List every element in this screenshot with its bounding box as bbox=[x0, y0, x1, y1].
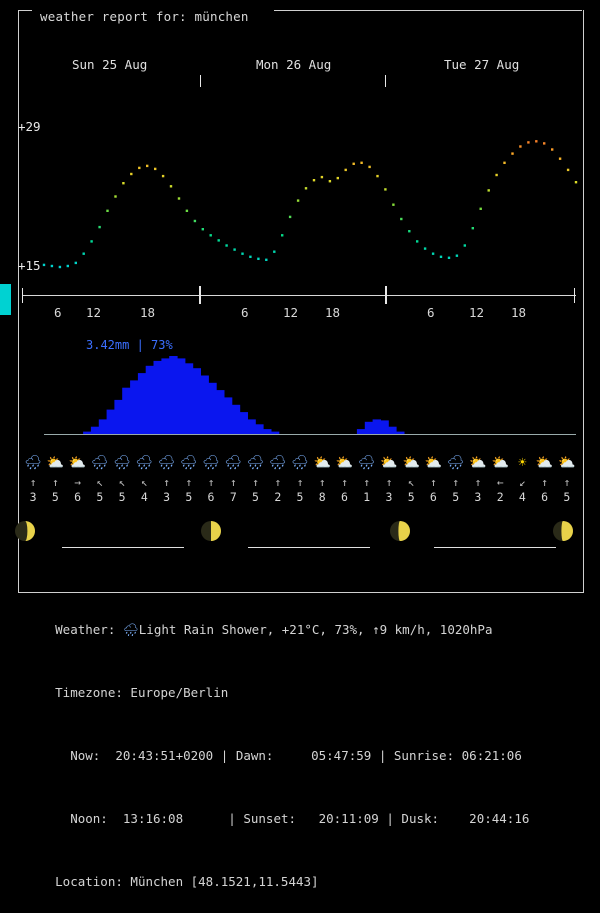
wind-direction-arrow: ↖ bbox=[118, 476, 126, 489]
wind-direction-arrow: ↙ bbox=[519, 476, 526, 489]
hour-tick-4: 12 bbox=[283, 305, 299, 320]
wind-speed-value: 2 bbox=[274, 490, 282, 504]
moon-phase-3 bbox=[552, 520, 574, 542]
wind-speed-value: 1 bbox=[363, 490, 371, 504]
wind-speed-value: 5 bbox=[118, 490, 126, 504]
precipitation-label: 3.42mm | 73% bbox=[86, 338, 173, 352]
temp-min-label: +15 bbox=[18, 258, 41, 273]
hour-tick-8: 18 bbox=[511, 305, 527, 320]
wind-direction-arrow: ↖ bbox=[96, 476, 104, 489]
wind-speed-value: 3 bbox=[385, 490, 393, 504]
partly-cloudy-icon: ⛅ bbox=[335, 455, 354, 471]
partly-cloudy-icon: ⛅ bbox=[380, 455, 398, 471]
partly-cloudy-icon: ⛅ bbox=[469, 455, 487, 471]
footer-noon-line bbox=[10, 787, 594, 850]
rain-icon: 🌧 bbox=[224, 455, 243, 471]
page-title: weather report for: münchen bbox=[40, 9, 249, 24]
wind-speed-row bbox=[22, 490, 578, 504]
footer-now-line bbox=[10, 724, 594, 787]
sun-icon: ☀ bbox=[518, 455, 527, 471]
dawn-value: 05:47:59 bbox=[311, 748, 372, 763]
wind-direction-arrow: ↑ bbox=[363, 476, 370, 489]
rain-icon: 🌧 bbox=[90, 455, 109, 471]
location-label: Location: bbox=[55, 874, 123, 889]
wind-speed-value: 5 bbox=[563, 490, 571, 504]
rain-icon: 🌧 bbox=[268, 455, 287, 471]
day-label-0: Sun 25 Aug bbox=[72, 57, 148, 72]
day-label-2: Tue 27 Aug bbox=[444, 57, 520, 72]
moon-phase-2 bbox=[389, 520, 411, 542]
wind-speed-value: 5 bbox=[185, 490, 193, 504]
partly-cloudy-icon: ⛅ bbox=[491, 455, 509, 471]
hour-tick-6: 6 bbox=[427, 305, 435, 320]
wind-speed-value: 3 bbox=[163, 490, 171, 504]
timezone-label: Timezone: bbox=[55, 685, 123, 700]
footer-timezone-line bbox=[10, 661, 594, 724]
sep-2: | bbox=[378, 748, 387, 763]
wind-direction-arrow: ← bbox=[496, 476, 504, 489]
wind-direction-arrow: ↑ bbox=[541, 476, 548, 489]
wind-direction-arrow: ↑ bbox=[185, 476, 193, 489]
wind-speed-value: 6 bbox=[429, 490, 437, 504]
footer-location-line bbox=[10, 850, 594, 913]
wind-direction-arrow: ↑ bbox=[385, 476, 393, 489]
rain-icon: 🌧 bbox=[135, 455, 154, 471]
wind-direction-row bbox=[22, 476, 578, 490]
wind-speed-value: 8 bbox=[318, 490, 326, 504]
hour-tick-2: 18 bbox=[140, 305, 156, 320]
rain-icon: 🌧 bbox=[179, 455, 198, 471]
rain-icon: 🌧 bbox=[157, 455, 176, 471]
wind-direction-arrow: ↑ bbox=[452, 476, 459, 489]
timezone-value: Europe/Berlin bbox=[130, 685, 229, 700]
rain-icon: 🌧 bbox=[246, 455, 265, 471]
dawn-label: Dawn: bbox=[235, 748, 274, 763]
wind-direction-arrow: ↑ bbox=[229, 476, 237, 489]
wind-direction-arrow: ↑ bbox=[52, 476, 59, 489]
partly-cloudy-icon: ⛅ bbox=[535, 455, 554, 471]
wind-speed-value: 5 bbox=[252, 490, 259, 504]
wind-direction-arrow: ↑ bbox=[252, 476, 259, 489]
hour-tick-5: 18 bbox=[325, 305, 341, 320]
partly-cloudy-icon: ⛅ bbox=[68, 455, 87, 471]
rain-icon: 🌧 bbox=[291, 455, 309, 471]
footer-weather-line bbox=[10, 598, 594, 661]
wind-direction-arrow: ↑ bbox=[207, 476, 215, 489]
wind-speed-value: 4 bbox=[140, 490, 148, 504]
temp-max-label: +29 bbox=[18, 119, 41, 134]
wind-direction-arrow: ↑ bbox=[430, 476, 437, 489]
precipitation-bars bbox=[0, 0, 600, 440]
wind-direction-arrow: ↑ bbox=[563, 476, 571, 489]
hour-tick-0: 6 bbox=[54, 305, 62, 320]
wind-speed-value: 6 bbox=[341, 490, 348, 504]
dusk-value: 20:44:16 bbox=[469, 811, 530, 826]
wind-speed-value: 5 bbox=[96, 490, 104, 504]
wind-direction-arrow: ↖ bbox=[140, 476, 148, 489]
sunset-value: 20:11:09 bbox=[318, 811, 379, 826]
moon-line-1 bbox=[248, 547, 370, 548]
wind-speed-value: 4 bbox=[518, 490, 526, 504]
rain-icon: 🌧 bbox=[357, 455, 376, 471]
rain-cloud-icon: 🌧 bbox=[122, 622, 139, 637]
sunset-label: Sunset: bbox=[243, 811, 297, 826]
wind-speed-value: 7 bbox=[229, 490, 237, 504]
wind-speed-value: 5 bbox=[51, 490, 59, 504]
wind-direction-arrow: ↑ bbox=[163, 476, 170, 489]
wind-speed-value: 6 bbox=[74, 490, 82, 504]
hour-tick-7: 12 bbox=[469, 305, 485, 320]
wind-direction-arrow: ↑ bbox=[474, 476, 482, 489]
wind-direction-arrow: ↑ bbox=[318, 476, 326, 489]
wind-speed-value: 5 bbox=[296, 490, 304, 504]
hour-tick-1: 12 bbox=[86, 305, 102, 320]
sep-1: | bbox=[220, 748, 229, 763]
rain-icon: 🌧 bbox=[24, 455, 42, 471]
moon-line-2 bbox=[434, 547, 556, 548]
wind-speed-value: 3 bbox=[474, 490, 482, 504]
wind-direction-arrow: → bbox=[74, 476, 81, 489]
wind-speed-value: 2 bbox=[496, 490, 504, 504]
location-value: München [48.1521,11.5443] bbox=[130, 874, 319, 889]
rain-icon: 🌧 bbox=[202, 455, 220, 471]
footer-info bbox=[10, 598, 594, 913]
partly-cloudy-icon: ⛅ bbox=[424, 455, 443, 471]
wind-speed-value: 5 bbox=[407, 490, 415, 504]
partly-cloudy-icon: ⛅ bbox=[558, 455, 576, 471]
wind-speed-value: 5 bbox=[452, 490, 460, 504]
wind-direction-arrow: ↖ bbox=[407, 476, 415, 489]
moon-phase-0 bbox=[14, 520, 36, 542]
rain-icon: 🌧 bbox=[113, 455, 131, 471]
wind-speed-value: 6 bbox=[541, 490, 549, 504]
dusk-label: Dusk: bbox=[401, 811, 440, 826]
noon-value: 13:16:08 bbox=[122, 811, 184, 826]
hour-tick-3: 6 bbox=[241, 305, 249, 320]
partly-cloudy-icon: ⛅ bbox=[402, 455, 420, 471]
wind-direction-arrow: ↑ bbox=[274, 476, 282, 489]
sep-3: | bbox=[228, 811, 236, 826]
rain-icon: 🌧 bbox=[446, 455, 465, 471]
sunrise-label: Sunrise: bbox=[393, 748, 455, 763]
moon-phase-1 bbox=[200, 520, 222, 542]
noon-label: Noon: bbox=[55, 811, 108, 826]
wind-direction-arrow: ↑ bbox=[341, 476, 348, 489]
weather-label: Weather: bbox=[55, 622, 116, 637]
moon-line-0 bbox=[62, 547, 184, 548]
wind-direction-arrow: ↑ bbox=[296, 476, 304, 489]
wind-direction-arrow: ↑ bbox=[29, 476, 37, 489]
sep-4: | bbox=[386, 811, 394, 826]
weather-value: Light Rain Shower, +21°C, 73%, ↑9 km/h, 1020hPa bbox=[138, 622, 493, 637]
now-value: 20:43:51+0200 bbox=[115, 748, 214, 763]
wind-speed-value: 6 bbox=[207, 490, 215, 504]
weather-icon-row bbox=[22, 452, 578, 474]
partly-cloudy-icon: ⛅ bbox=[46, 455, 65, 471]
sunrise-value: 06:21:06 bbox=[461, 748, 522, 763]
day-label-1: Mon 26 Aug bbox=[256, 57, 332, 72]
partly-cloudy-icon: ⛅ bbox=[313, 455, 331, 471]
wind-speed-value: 3 bbox=[29, 490, 37, 504]
now-label: Now: bbox=[55, 748, 101, 763]
